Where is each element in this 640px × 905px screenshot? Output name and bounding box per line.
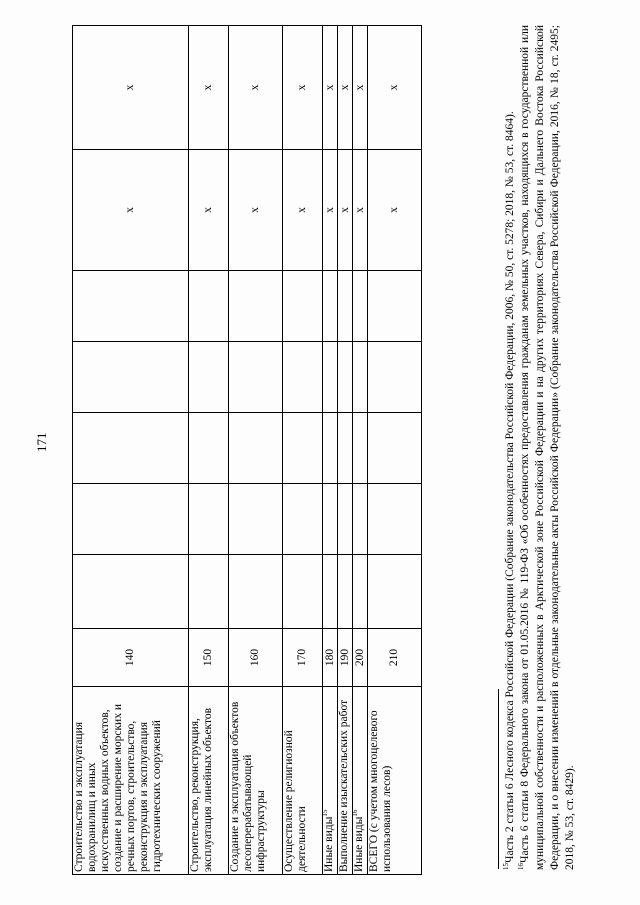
row-code: 210: [368, 629, 422, 687]
cross-mark-cell: x: [189, 26, 229, 150]
empty-cell: [353, 555, 368, 629]
forest-use-table: [72, 25, 422, 875]
empty-cell: [73, 342, 189, 413]
empty-cell: [338, 413, 353, 484]
table-row: [338, 26, 353, 875]
page-number: 171: [34, 432, 49, 452]
empty-cell: [283, 484, 323, 555]
empty-cell: [323, 271, 338, 342]
table-row: [368, 26, 422, 875]
row-label: Строительство и эксплуатация водохранилищ и иных искусственных водных объектов, создание и расширение морских и речных портов, строительство, реконструкция и эксплуатация гидротехнических сооружений: [73, 687, 189, 875]
empty-cell: [353, 271, 368, 342]
empty-cell: [368, 342, 422, 413]
cross-mark-cell: x: [229, 150, 283, 271]
row-code: 170: [283, 629, 323, 687]
footnote-number: 15: [502, 863, 511, 870]
row-label: ВСЕГО (с учетом многоцелевого использования лесов): [368, 687, 422, 875]
empty-cell: [338, 271, 353, 342]
empty-cell: [229, 342, 283, 413]
cross-mark-cell: x: [283, 26, 323, 150]
table-row: [353, 26, 368, 875]
footnote: [503, 25, 518, 870]
cross-mark-cell: x: [229, 26, 283, 150]
footnote-separator: [498, 689, 499, 869]
footnote-ref: 15: [321, 809, 330, 817]
empty-cell: [283, 342, 323, 413]
cross-mark-cell: x: [353, 150, 368, 271]
empty-cell: [283, 555, 323, 629]
cross-mark-cell: x: [338, 26, 353, 150]
empty-cell: [338, 342, 353, 413]
cross-mark-cell: x: [73, 26, 189, 150]
empty-cell: [368, 555, 422, 629]
empty-cell: [283, 413, 323, 484]
empty-cell: [229, 413, 283, 484]
row-code: 150: [189, 629, 229, 687]
row-label: Строительство, реконструкция, эксплуатация линейных объектов: [189, 687, 229, 875]
empty-cell: [368, 271, 422, 342]
row-label: Выполнение изыскательских работ: [338, 687, 353, 875]
footnote: [518, 25, 578, 870]
row-label-text: Иные виды: [353, 816, 365, 872]
row-label: [323, 687, 338, 875]
empty-cell: [189, 555, 229, 629]
empty-cell: [353, 484, 368, 555]
empty-cell: [73, 555, 189, 629]
cross-mark-cell: x: [189, 150, 229, 271]
row-label: Создание и эксплуатация объектов лесоперерабатывающей инфраструктуры: [229, 687, 283, 875]
cross-mark-cell: x: [323, 150, 338, 271]
empty-cell: [323, 342, 338, 413]
empty-cell: [283, 271, 323, 342]
empty-cell: [338, 484, 353, 555]
table-row: [323, 26, 338, 875]
empty-cell: [73, 484, 189, 555]
cross-mark-cell: x: [368, 26, 422, 150]
empty-cell: [323, 413, 338, 484]
cross-mark-cell: x: [283, 150, 323, 271]
empty-cell: [323, 555, 338, 629]
empty-cell: [368, 484, 422, 555]
footnotes: [503, 25, 578, 870]
empty-cell: [189, 484, 229, 555]
empty-cell: [229, 484, 283, 555]
cross-mark-cell: x: [323, 26, 338, 150]
row-code: 160: [229, 629, 283, 687]
empty-cell: [189, 271, 229, 342]
footnote-text: Часть 2 статьи 6 Лесного кодекса Российской Федерации (Собрание законодательства Российской Федерации, 2006, № 50, ст. 5278; 2018, № 53, ст. 8464).: [504, 111, 516, 863]
row-code: 180: [323, 629, 338, 687]
table-row: [73, 26, 189, 875]
footnote-ref: 16: [351, 809, 360, 817]
row-code: 190: [338, 629, 353, 687]
empty-cell: [338, 555, 353, 629]
empty-cell: [323, 484, 338, 555]
row-label: Осуществление религиозной деятельности: [283, 687, 323, 875]
empty-cell: [73, 413, 189, 484]
empty-cell: [73, 271, 189, 342]
table-row: [283, 26, 323, 875]
empty-cell: [229, 555, 283, 629]
cross-mark-cell: x: [353, 26, 368, 150]
empty-cell: [353, 413, 368, 484]
row-label: [353, 687, 368, 875]
empty-cell: [189, 342, 229, 413]
row-label-text: Иные виды: [323, 816, 335, 872]
cross-mark-cell: x: [338, 150, 353, 271]
row-code: 140: [73, 629, 189, 687]
footnote-text: Часть 6 статьи 8 Федерального закона от 01.05.2016 № 119-ФЗ «Об особенностях предоставления гражданам земельных участков, находящихся в государственной или муниципальной собственности и расположенных в Арктической зоне Российской Федерации и на других территориях Севера, Сибири и Дальнего Востока Российской Федерации, и о внесении изменений в отдельные законодательные акты Российской Федерации» (Собрание законодательства Российской Федерации, 2016, № 18, ст. 2495; 2018, № 53, ст. 8429).: [519, 25, 576, 870]
table-row: [229, 26, 283, 875]
empty-cell: [229, 271, 283, 342]
cross-mark-cell: x: [368, 150, 422, 271]
empty-cell: [189, 413, 229, 484]
cross-mark-cell: x: [73, 150, 189, 271]
table-row: [189, 26, 229, 875]
empty-cell: [368, 413, 422, 484]
row-code: 200: [353, 629, 368, 687]
footnote-number: 16: [517, 863, 526, 870]
empty-cell: [353, 342, 368, 413]
